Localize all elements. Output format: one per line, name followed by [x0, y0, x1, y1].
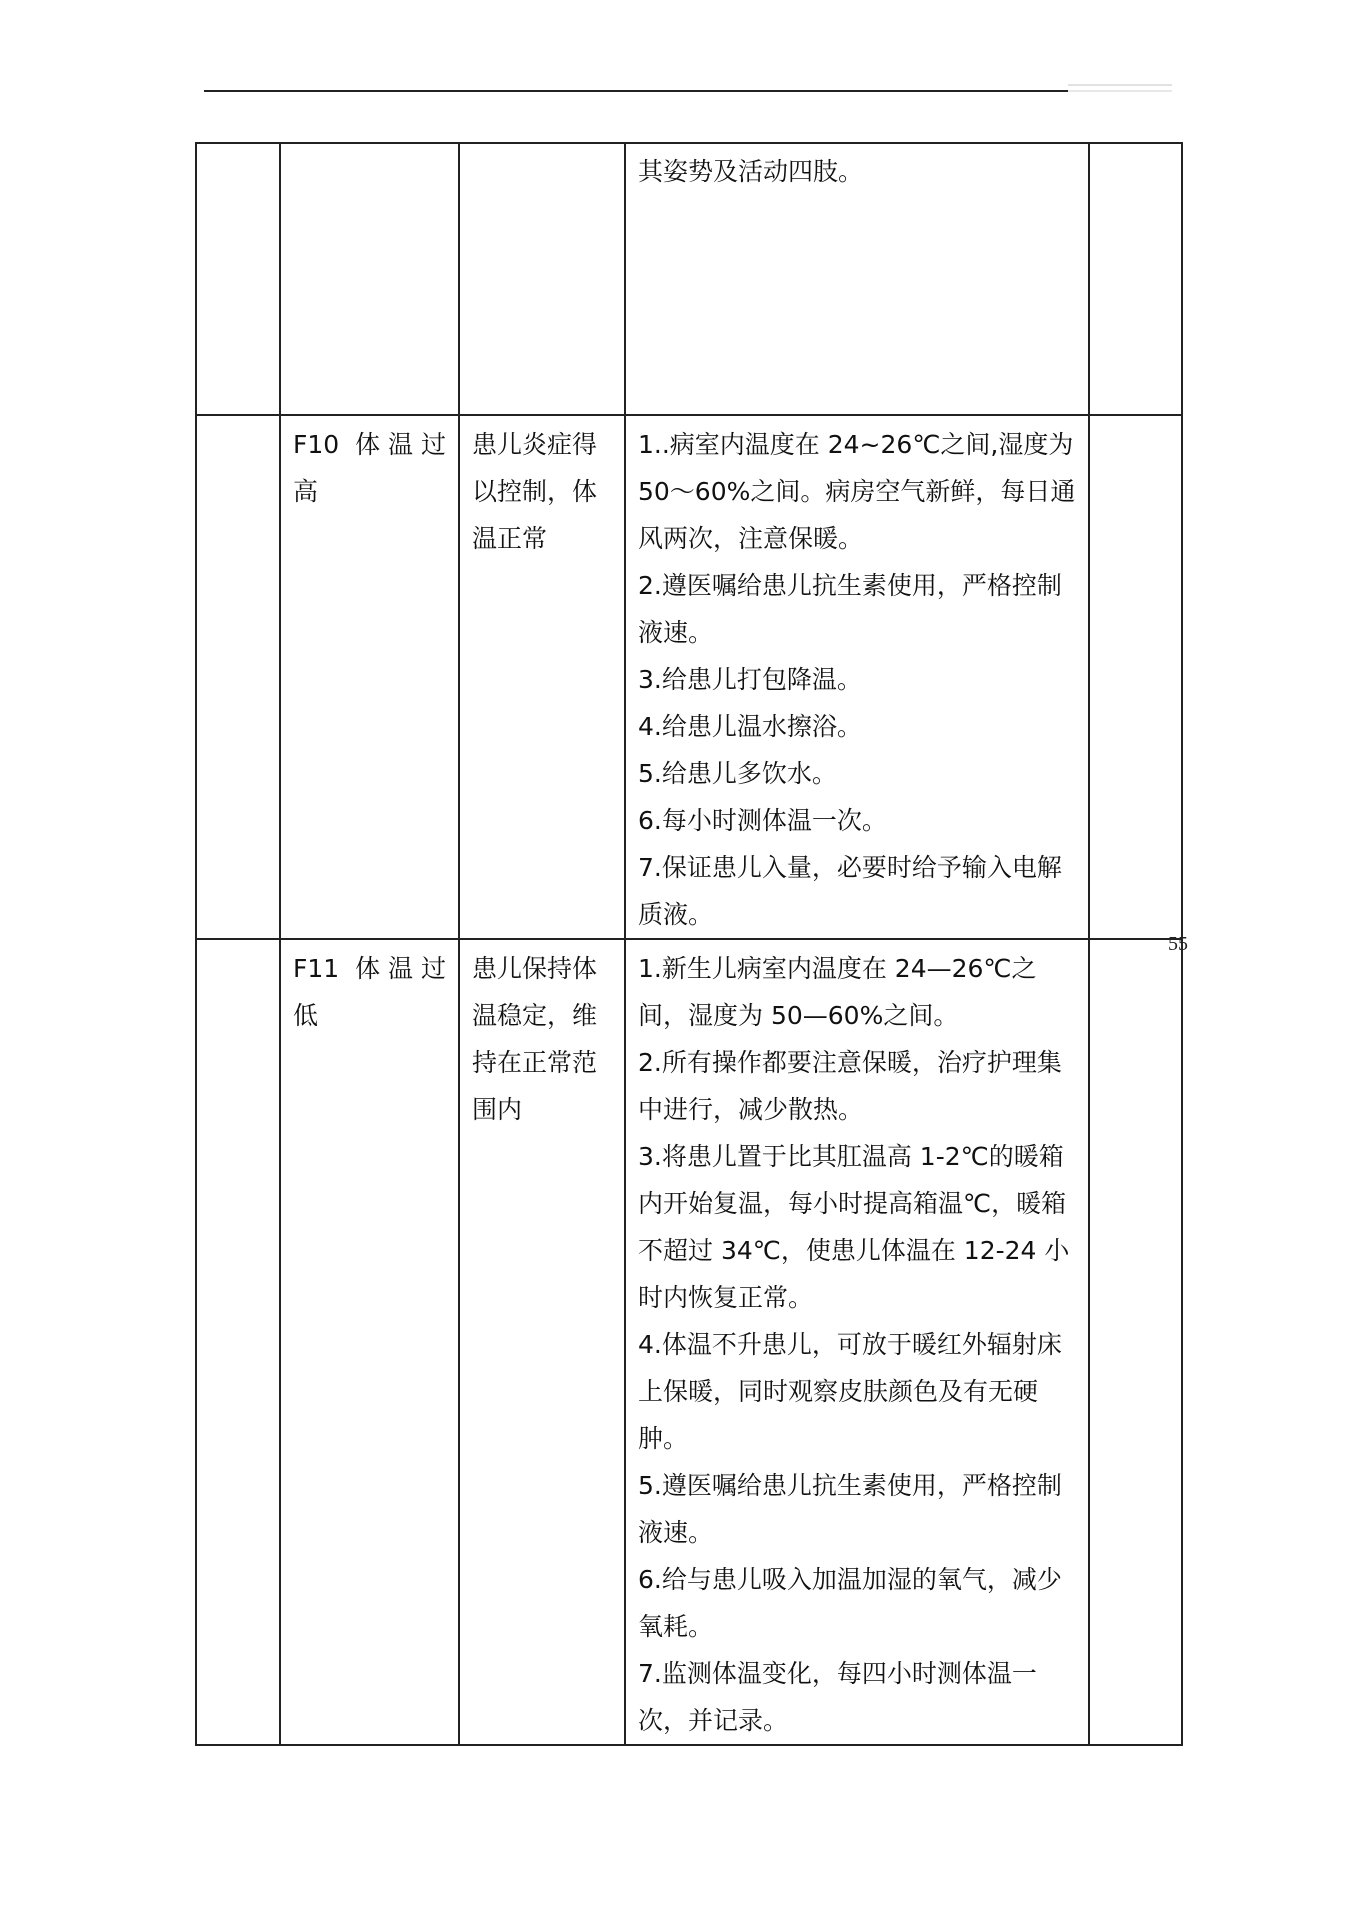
nursing-care-table — [195, 142, 1183, 1746]
measure-item: 4.体温不升患儿，可放于暖红外辐射床上保暖，同时观察皮肤颜色及有无硬肿。 — [638, 1330, 1062, 1453]
measures-cell — [625, 939, 1089, 1745]
measure-item: 3.给患儿打包降温。 — [638, 665, 862, 694]
table-row — [196, 415, 1182, 939]
measure-item: 4.给患儿温水擦浴。 — [638, 712, 862, 741]
measure-item: 6.给与患儿吸入加温加湿的氧气，减少氧耗。 — [638, 1565, 1062, 1641]
measure-item: 2.遵医嘱给患儿抗生素使用，严格控制液速。 — [638, 571, 1062, 647]
index-cell — [196, 415, 280, 939]
page-number: 55 — [1168, 933, 1188, 955]
diagnosis-text — [281, 144, 458, 148]
header-rule — [204, 90, 1172, 92]
evaluation-cell — [1089, 143, 1182, 415]
diagnosis-cell — [280, 415, 459, 939]
measure-item: 7.保证患儿入量，必要时给予输入电解质液。 — [638, 853, 1062, 929]
measure-item: 2.所有操作都要注意保暖，治疗护理集中进行，减少散热。 — [638, 1048, 1062, 1124]
diagnosis-cell — [280, 143, 459, 415]
evaluation-cell — [1089, 939, 1182, 1745]
goal-cell — [459, 415, 625, 939]
goal-text: 患儿保持体温稳定，维持在正常范围内 — [472, 954, 598, 1124]
measure-item: 1.新生儿病室内温度在 24—26℃之间，湿度为 50—60%之间。 — [638, 954, 1037, 1030]
measure-item: 其姿势及活动四肢。 — [638, 157, 864, 186]
measure-item: 5.给患儿多饮水。 — [638, 759, 837, 788]
evaluation-text — [1090, 416, 1181, 421]
goal-text — [460, 144, 624, 148]
diagnosis-text: F11 体温过低 — [293, 954, 446, 1030]
measure-item: 3.将患儿置于比其肛温高 1-2℃的暖箱内开始复温，每小时提高箱温℃，暖箱不超过 34℃，使患儿体温在 12-24 小时内恢复正常。 — [638, 1142, 1070, 1312]
table-row — [196, 143, 1182, 415]
index-cell — [196, 939, 280, 1745]
header-mark — [1068, 84, 1172, 92]
diagnosis-text: F10 体温过高 — [293, 430, 446, 506]
table-row — [196, 939, 1182, 1745]
measure-item: 6.每小时测体温一次。 — [638, 806, 887, 835]
measure-item: 7.监测体温变化，每四小时测体温一次，并记录。 — [638, 1659, 1037, 1735]
goal-text: 患儿炎症得以控制，体温正常 — [472, 430, 598, 553]
goal-cell — [459, 143, 625, 415]
index-cell — [196, 143, 280, 415]
measure-item: 1..病室内温度在 24~26℃之间,湿度为 50～60%之间。病房空气新鲜，每日通风两次，注意保暖。 — [638, 430, 1076, 553]
evaluation-text — [1090, 144, 1181, 148]
measures-cell — [625, 143, 1089, 415]
goal-cell — [459, 939, 625, 1745]
diagnosis-cell — [280, 939, 459, 1745]
measure-item: 5.遵医嘱给患儿抗生素使用，严格控制液速。 — [638, 1471, 1062, 1547]
evaluation-cell — [1089, 415, 1182, 939]
measures-cell — [625, 415, 1089, 939]
